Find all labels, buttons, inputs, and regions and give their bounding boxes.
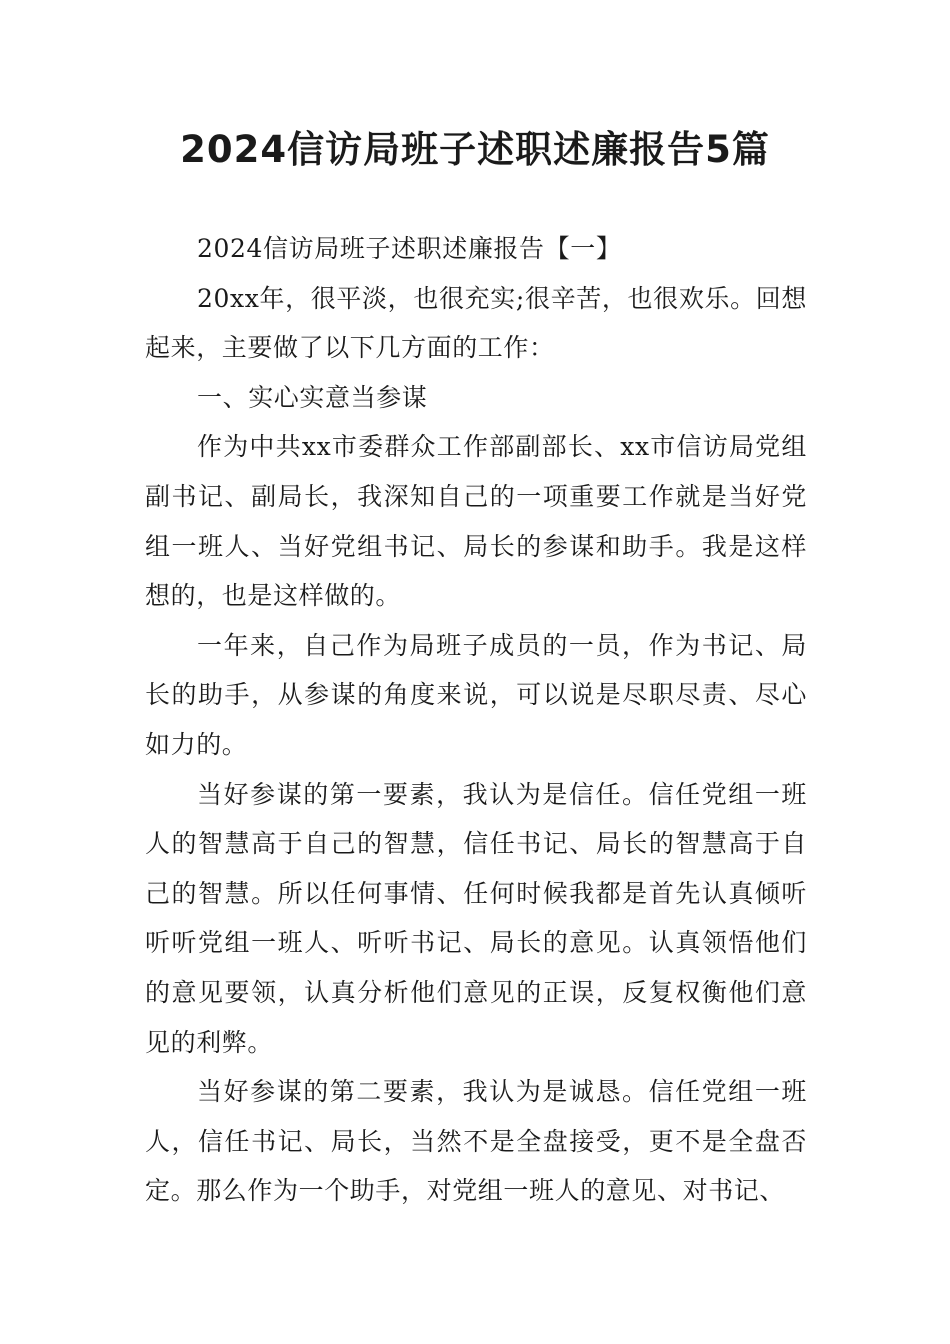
document-title: 2024信访局班子述职述廉报告5篇 [180, 128, 770, 171]
document-body [145, 224, 807, 1216]
paragraph: 一年来，自己作为局班子成员的一员，作为书记、局长的助手，从参谋的角度来说，可以说是尽职尽责、尽心如力的。 [145, 630, 807, 759]
paragraph: 作为中共xx市委群众工作部副部长、xx市信访局党组副书记、副局长，我深知自己的一项重要工作就是当好党组一班人、当好党组书记、局长的参谋和助手。我是这样想的，也是这样做的。 [145, 432, 807, 611]
paragraph: 20xx年，很平淡，也很充实;很辛苦，也很欢乐。回想起来，主要做了以下几方面的工作： [145, 283, 807, 363]
subsection-heading: 一、实心实意当参谋 [197, 382, 428, 412]
section-heading: 2024信访局班子述职述廉报告【一】 [197, 234, 622, 263]
paragraph: 当好参谋的第二要素，我认为是诚恳。信任党组一班人，信任书记、局长，当然不是全盘接受，更不是全盘否定。那么作为一个助手，对党组一班人的意见、对书记、 [145, 1077, 807, 1206]
paragraph: 当好参谋的第一要素，我认为是信任。信任党组一班人的智慧高于自己的智慧，信任书记、局长的智慧高于自己的智慧。所以任何事情、任何时候我都是首先认真倾听听听党组一班人、听听书记、局长的意见。认真领悟他们的意见要领，认真分析他们意见的正误，反复权衡他们意见的利弊。 [145, 779, 807, 1057]
